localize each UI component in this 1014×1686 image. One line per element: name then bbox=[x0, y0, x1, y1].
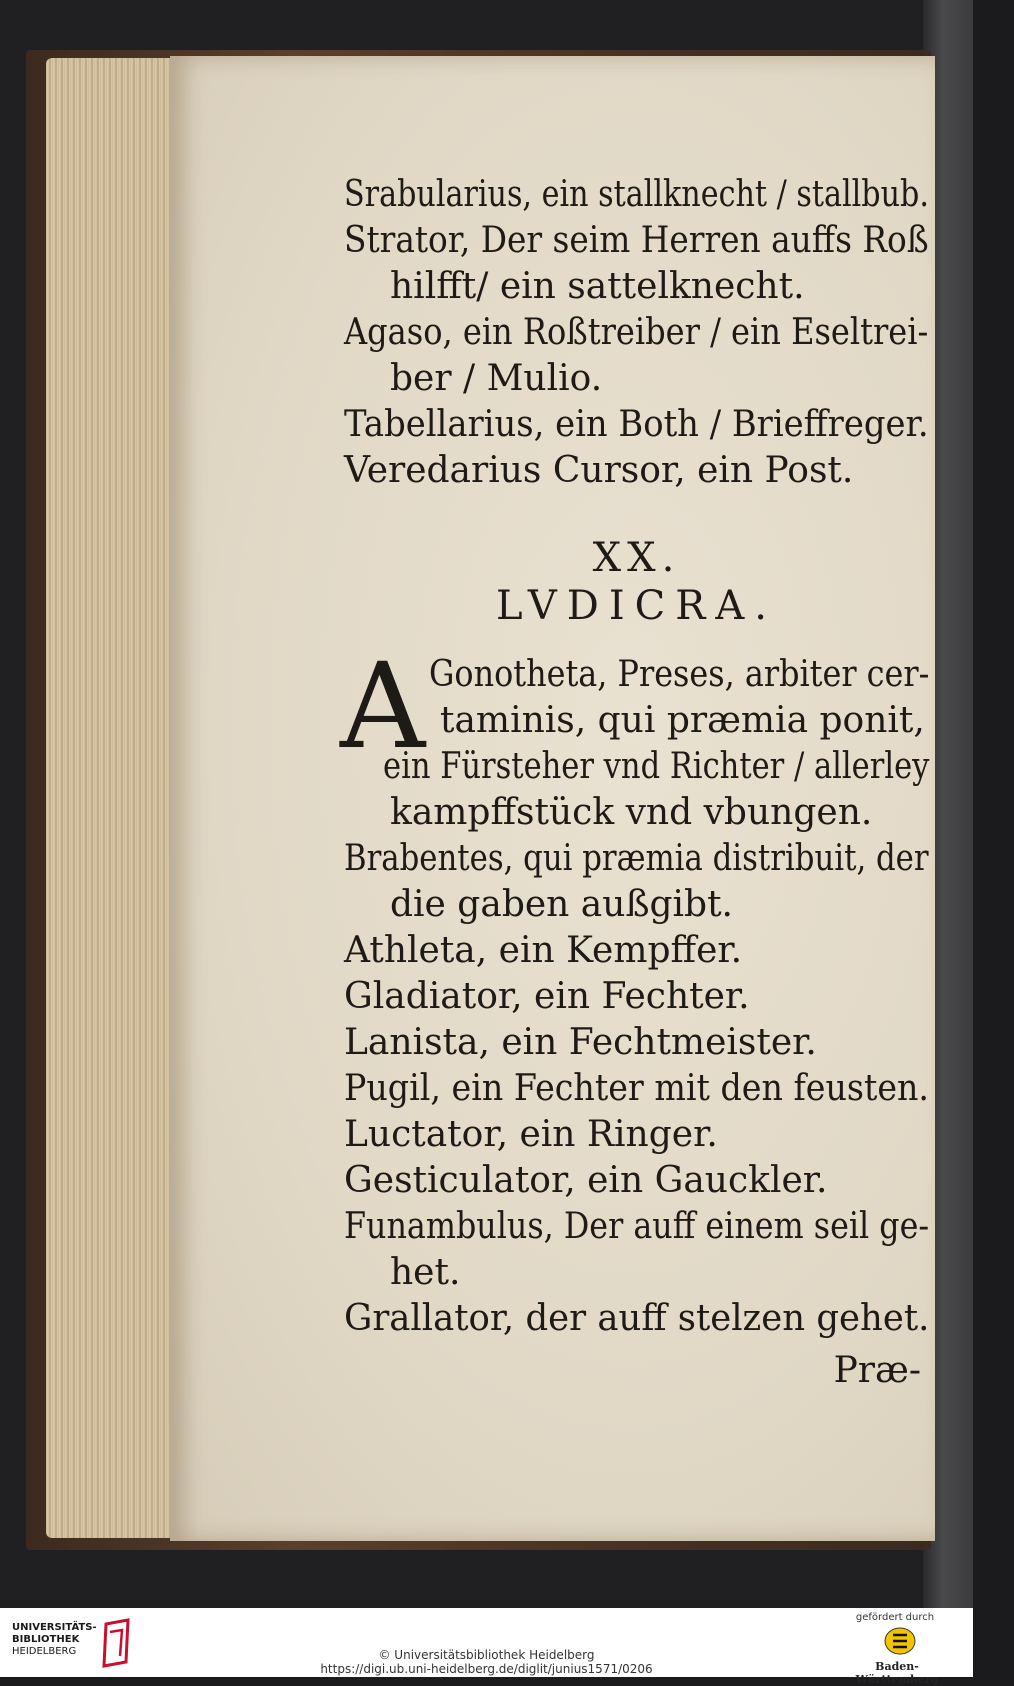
text-line: die gaben außgibt. bbox=[390, 884, 734, 925]
opening-paragraph bbox=[340, 637, 930, 836]
text-line: Tabellarius, ein Both / Brieffreger. bbox=[344, 404, 929, 445]
text-line: Strator, Der seim Herren auffs Roß bbox=[344, 220, 929, 261]
text-line: Agaso, ein Roßtreiber / ein Eseltrei- bbox=[344, 312, 929, 353]
viewer-footer bbox=[0, 1608, 973, 1686]
text-line: Gesticulator, ein Gauckler. bbox=[344, 1160, 828, 1201]
chapter-title: LVDICRA. bbox=[496, 583, 777, 629]
text-line: taminis, qui præmia ponit, bbox=[440, 700, 925, 741]
funded-by-label: gefördert durch bbox=[855, 1612, 935, 1623]
text-line: Veredarius Cursor, ein Post. bbox=[344, 450, 854, 491]
library-name-line: UNIVERSITÄTS- bbox=[12, 1622, 97, 1633]
state-seal-icon bbox=[883, 1626, 917, 1656]
funder-name: Baden-Württemberg bbox=[855, 1660, 939, 1686]
spacer bbox=[344, 494, 929, 534]
library-name-line: BIBLIOTHEK bbox=[12, 1634, 80, 1645]
text-line: Pugil, ein Fechter mit den feusten. bbox=[344, 1068, 930, 1109]
text-line: Funambulus, Der auff einem seil ge- bbox=[344, 1206, 930, 1247]
copyright-text: © Universitätsbibliothek Heidelberg bbox=[378, 1648, 595, 1662]
text-line: Srabularius, ein stallknecht / stallbub. bbox=[344, 174, 929, 215]
text-line: Grallator, der auff stelzen gehet. bbox=[344, 1298, 930, 1339]
text-line: Luctator, ein Ringer. bbox=[344, 1114, 718, 1155]
permalink[interactable]: https://digi.ub.uni-heidelberg.de/diglit/junius1571/0206 bbox=[320, 1662, 653, 1676]
copyright-notice bbox=[0, 1648, 973, 1676]
text-line: Lanista, ein Fechtmeister. bbox=[344, 1022, 817, 1063]
catchword: Præ- bbox=[833, 1350, 921, 1391]
text-line: Gonotheta, Preses, arbiter cer- bbox=[428, 654, 930, 695]
text-line: hilfft/ ein sattelknecht. bbox=[390, 266, 805, 307]
drop-cap: A bbox=[340, 637, 426, 775]
text-line: ber / Mulio. bbox=[390, 358, 603, 399]
text-line: het. bbox=[390, 1252, 461, 1293]
text-line: ein Fürsteher vnd Richter / allerley bbox=[383, 746, 930, 787]
text-line: Gladiator, ein Fechter. bbox=[344, 976, 750, 1017]
text-line: Athleta, ein Kempffer. bbox=[344, 930, 743, 971]
text-line: Brabentes, qui præmia distribuit, der bbox=[344, 838, 929, 879]
library-name-line: HEIDELBERG bbox=[12, 1646, 77, 1657]
chapter-number: XX. bbox=[592, 535, 681, 581]
text-line: kampffstück vnd vbungen. bbox=[390, 792, 873, 833]
page-text bbox=[340, 172, 930, 1394]
spacer bbox=[344, 630, 929, 652]
